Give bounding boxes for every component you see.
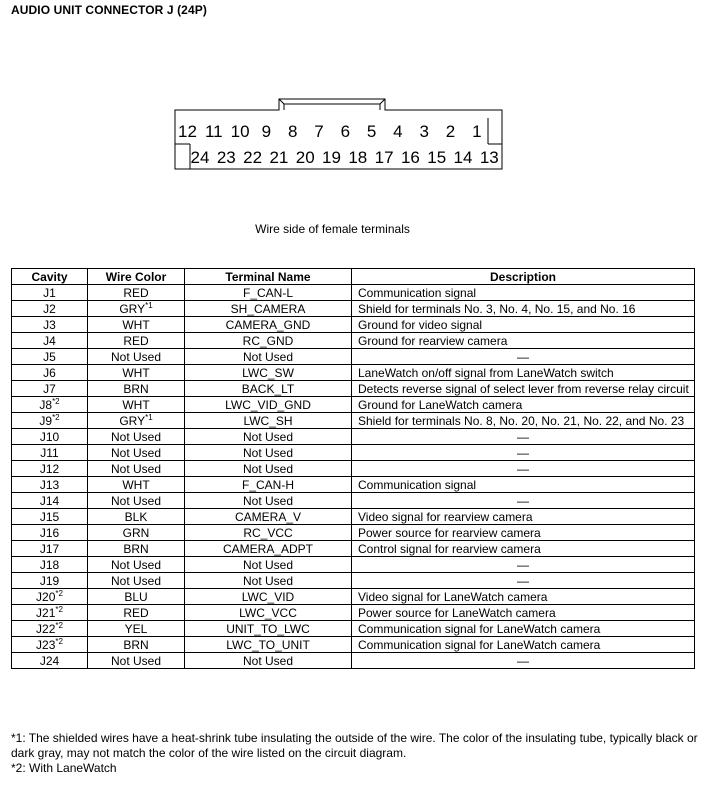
cavity-cell (12, 461, 88, 477)
wire-color-value: Not Used (110, 461, 162, 476)
connector-title: AUDIO UNIT CONNECTOR J (24P) (11, 3, 207, 17)
description-cell: — (352, 349, 695, 365)
description-cell: — (352, 557, 695, 573)
cavity-cell (12, 477, 88, 493)
cavity-value: J1 (43, 285, 56, 300)
description-cell: Communication signal for LaneWatch camera (352, 637, 695, 653)
cavity-value: J16 (39, 525, 60, 540)
terminal-name-cell: LWC_VID (185, 589, 352, 605)
wire-color-cell (88, 541, 185, 557)
table-row (12, 509, 695, 525)
cavity-value: J23 (36, 637, 56, 652)
description-cell: — (352, 429, 695, 445)
wire-color-cell (88, 557, 185, 573)
wire-color-value: WHT (122, 317, 150, 332)
wire-color-cell (88, 285, 185, 301)
pin-label: 13 (479, 148, 499, 167)
cavity-cell (12, 349, 88, 365)
wire-color-cell (88, 429, 185, 445)
terminal-name-cell: RC_GND (185, 333, 352, 349)
table-row (12, 301, 695, 317)
description-cell: Ground for rearview camera (352, 333, 695, 349)
header-description: Description (352, 269, 695, 285)
terminal-name-cell: LWC_VCC (185, 605, 352, 621)
wire-color-value: Not Used (110, 493, 162, 508)
wire-color-value: Not Used (110, 573, 162, 588)
table-row (12, 621, 695, 637)
cavity-value: J8 (39, 397, 53, 412)
cavity-value: J18 (39, 557, 60, 572)
terminal-name-cell: LWC_SH (185, 413, 352, 429)
wire-color-value: BRN (123, 381, 149, 396)
pin-label: 4 (393, 122, 403, 141)
table-row (12, 589, 695, 605)
wire-color-value: GRN (122, 525, 150, 540)
table-row (12, 557, 695, 573)
cavity-value: J5 (43, 349, 56, 364)
description-cell: Control signal for rearview camera (352, 541, 695, 557)
cavity-value: J12 (39, 461, 60, 476)
wire-color-value: Not Used (110, 429, 162, 444)
pin-label: 21 (269, 148, 289, 167)
table-row (12, 317, 695, 333)
table-row (12, 285, 695, 301)
wire-color-cell (88, 461, 185, 477)
pin-label: 17 (374, 148, 394, 167)
cavity-value: J3 (43, 317, 56, 332)
table-body (12, 285, 695, 669)
pin-label: 7 (314, 122, 324, 141)
table-row (12, 637, 695, 653)
wire-color-value: Not Used (110, 349, 162, 364)
wire-color-value: BRN (123, 541, 149, 556)
cavity-cell (12, 285, 88, 301)
wire-color-cell (88, 509, 185, 525)
pin-label: 15 (427, 148, 447, 167)
cavity-cell (12, 413, 88, 429)
table-row (12, 477, 695, 493)
wire-color-cell (88, 317, 185, 333)
description-cell: Power source for rearview camera (352, 525, 695, 541)
cavity-value: J15 (39, 509, 60, 524)
cavity-note: *2 (55, 604, 63, 614)
cavity-cell (12, 397, 88, 413)
cavity-cell (12, 509, 88, 525)
pin-label: 6 (340, 122, 351, 141)
terminal-name-cell: CAMERA_V (185, 509, 352, 525)
table-header-row (12, 269, 695, 285)
pin-label: 10 (230, 122, 250, 141)
wire-color-cell (88, 445, 185, 461)
cavity-cell (12, 589, 88, 605)
pin-label: 14 (453, 148, 473, 167)
pin-label: 19 (322, 148, 341, 167)
terminal-name-cell: F_CAN-L (185, 285, 352, 301)
cavity-note: *2 (55, 588, 63, 598)
terminal-name-cell: Not Used (185, 445, 352, 461)
wire-color-value: Not Used (110, 557, 162, 572)
wire-color-value: WHT (122, 397, 150, 412)
wire-color-cell (88, 301, 185, 317)
wire-color-value: BLU (124, 589, 148, 604)
terminal-name-cell: Not Used (185, 493, 352, 509)
cavity-cell (12, 429, 88, 445)
table-row (12, 333, 695, 349)
cavity-value: J21 (36, 605, 56, 620)
cavity-cell (12, 557, 88, 573)
connector-latch (279, 99, 385, 104)
wire-color-value: WHT (122, 477, 150, 492)
wire-color-cell (88, 605, 185, 621)
table-row (12, 397, 695, 413)
wire-color-cell (88, 381, 185, 397)
pin-label: 1 (472, 122, 482, 141)
table-row (12, 461, 695, 477)
pin-label: 12 (178, 122, 197, 141)
cavity-value: J11 (40, 445, 59, 460)
pin-label: 18 (348, 148, 368, 167)
wire-color-cell (88, 333, 185, 349)
terminal-name-cell: Not Used (185, 429, 352, 445)
pin-label: 23 (216, 148, 236, 167)
description-cell: Video signal for rearview camera (352, 509, 695, 525)
header-terminal-name: Terminal Name (185, 269, 352, 285)
wire-color-cell (88, 621, 185, 637)
wire-color-cell (88, 477, 185, 493)
terminal-name-cell: SH_CAMERA (185, 301, 352, 317)
cavity-value: J9 (39, 413, 53, 428)
terminal-name-cell: Not Used (185, 349, 352, 365)
wire-color-cell (88, 413, 185, 429)
wire-color-cell (88, 397, 185, 413)
wire-color-cell (88, 493, 185, 509)
wire-color-value: RED (123, 333, 149, 348)
table-row (12, 653, 695, 669)
wire-color-cell (88, 525, 185, 541)
description-cell: Communication signal (352, 477, 695, 493)
cavity-cell (12, 301, 88, 317)
wire-color-value: RED (123, 285, 149, 300)
description-cell: Communication signal for LaneWatch camera (352, 621, 695, 637)
cavity-value: J13 (39, 477, 60, 492)
table-row (12, 429, 695, 445)
pin-label: 16 (400, 148, 420, 167)
wire-color-value: BRN (123, 637, 149, 652)
wire-color-cell (88, 365, 185, 381)
description-cell: — (352, 493, 695, 509)
wire-color-value: WHT (122, 365, 150, 380)
terminal-name-cell: F_CAN-H (185, 477, 352, 493)
terminal-name-cell: CAMERA_GND (185, 317, 352, 333)
cavity-value: J14 (39, 493, 60, 508)
cavity-cell (12, 653, 88, 669)
cavity-cell (12, 365, 88, 381)
description-cell: Ground for LaneWatch camera (352, 397, 695, 413)
wire-color-value: BLK (124, 509, 148, 524)
cavity-value: J20 (36, 589, 56, 604)
cavity-value: J19 (39, 573, 60, 588)
cavity-cell (12, 605, 88, 621)
pin-label: 2 (445, 122, 456, 141)
cavity-cell (12, 317, 88, 333)
wire-color-note: *1 (145, 300, 153, 310)
footnote-2: *2: With LaneWatch (11, 761, 117, 775)
connector-diagram (0, 0, 719, 200)
table-row (12, 493, 695, 509)
table-row (12, 365, 695, 381)
terminal-name-cell: Not Used (185, 653, 352, 669)
wire-color-cell (88, 653, 185, 669)
table-row (12, 605, 695, 621)
terminal-name-cell: CAMERA_ADPT (185, 541, 352, 557)
pin-label: 8 (287, 122, 298, 141)
pin-label: 24 (190, 148, 210, 167)
description-cell: — (352, 573, 695, 589)
terminal-name-cell: LWC_VID_GND (185, 397, 352, 413)
table-row (12, 525, 695, 541)
cavity-cell (12, 333, 88, 349)
pin-label: 20 (295, 148, 315, 167)
cavity-cell (12, 493, 88, 509)
diagram-caption: Wire side of female terminals (255, 222, 410, 236)
cavity-cell (12, 621, 88, 637)
wire-color-value: RED (123, 605, 149, 620)
cavity-value: J7 (43, 381, 56, 396)
terminal-name-cell: BACK_LT (185, 381, 352, 397)
description-cell: Power source for LaneWatch camera (352, 605, 695, 621)
wire-color-value: GRY (119, 413, 146, 428)
footnotes (11, 731, 701, 776)
pin-label: 3 (419, 122, 429, 141)
cavity-cell (12, 573, 88, 589)
cavity-value: J10 (39, 429, 60, 444)
wire-color-value: Not Used (110, 653, 162, 668)
connector-bottom-row (191, 148, 499, 167)
wire-color-note: *1 (145, 412, 153, 422)
wire-color-cell (88, 349, 185, 365)
table-row (12, 573, 695, 589)
wire-color-value: YEL (124, 621, 148, 636)
footnote-1: *1: The shielded wires have a heat-shrink tube insulating the outside of the wire. The color of the insulating tube, typically black or dark gray, may not match the color of the wire listed on the circuit diagram. (11, 731, 698, 760)
description-cell: Shield for terminals No. 3, No. 4, No. 15, and No. 16 (352, 301, 695, 317)
terminal-name-cell: RC_VCC (185, 525, 352, 541)
description-cell: — (352, 461, 695, 477)
terminal-name-cell: LWC_SW (185, 365, 352, 381)
pin-label: 5 (366, 122, 377, 141)
wire-color-value: GRY (119, 301, 146, 316)
cavity-cell (12, 525, 88, 541)
table-row (12, 541, 695, 557)
cavity-value: J24 (39, 653, 60, 668)
pin-label: 11 (204, 122, 223, 141)
cavity-cell (12, 637, 88, 653)
terminal-name-cell: Not Used (185, 573, 352, 589)
pin-label: 9 (261, 122, 272, 141)
cavity-note: *2 (55, 620, 63, 630)
description-cell: — (352, 653, 695, 669)
description-cell: Video signal for LaneWatch camera (352, 589, 695, 605)
header-cavity: Cavity (12, 269, 88, 285)
terminal-name-cell: UNIT_TO_LWC (185, 621, 352, 637)
wire-color-cell (88, 589, 185, 605)
cavity-value: J2 (43, 301, 56, 316)
cavity-cell (12, 381, 88, 397)
cavity-cell (12, 445, 88, 461)
description-cell: Communication signal (352, 285, 695, 301)
cavity-value: J4 (43, 333, 56, 348)
cavity-value: J22 (36, 621, 56, 636)
cavity-value: J6 (43, 365, 56, 380)
table-row (12, 445, 695, 461)
terminal-name-cell: LWC_TO_UNIT (185, 637, 352, 653)
table-row (12, 413, 695, 429)
terminal-name-cell: Not Used (185, 557, 352, 573)
cavity-note: *2 (55, 636, 63, 646)
wire-color-cell (88, 573, 185, 589)
header-wire-color: Wire Color (88, 269, 185, 285)
description-cell: Detects reverse signal of select lever from reverse relay circuit (352, 381, 695, 397)
cavity-note: *2 (52, 412, 60, 422)
description-cell: — (352, 445, 695, 461)
wire-color-cell (88, 637, 185, 653)
description-cell: Ground for video signal (352, 317, 695, 333)
terminal-name-cell: Not Used (185, 461, 352, 477)
table-row (12, 381, 695, 397)
terminal-table (11, 268, 695, 669)
wire-color-value: Not Used (110, 445, 162, 460)
description-cell: LaneWatch on/off signal from LaneWatch switch (352, 365, 695, 381)
cavity-note: *2 (52, 396, 60, 406)
cavity-value: J17 (39, 541, 60, 556)
description-cell: Shield for terminals No. 8, No. 20, No. 21, No. 22, and No. 23 (352, 413, 695, 429)
table-row (12, 349, 695, 365)
cavity-cell (12, 541, 88, 557)
pin-label: 22 (243, 148, 263, 167)
connector-top-row (178, 122, 481, 141)
